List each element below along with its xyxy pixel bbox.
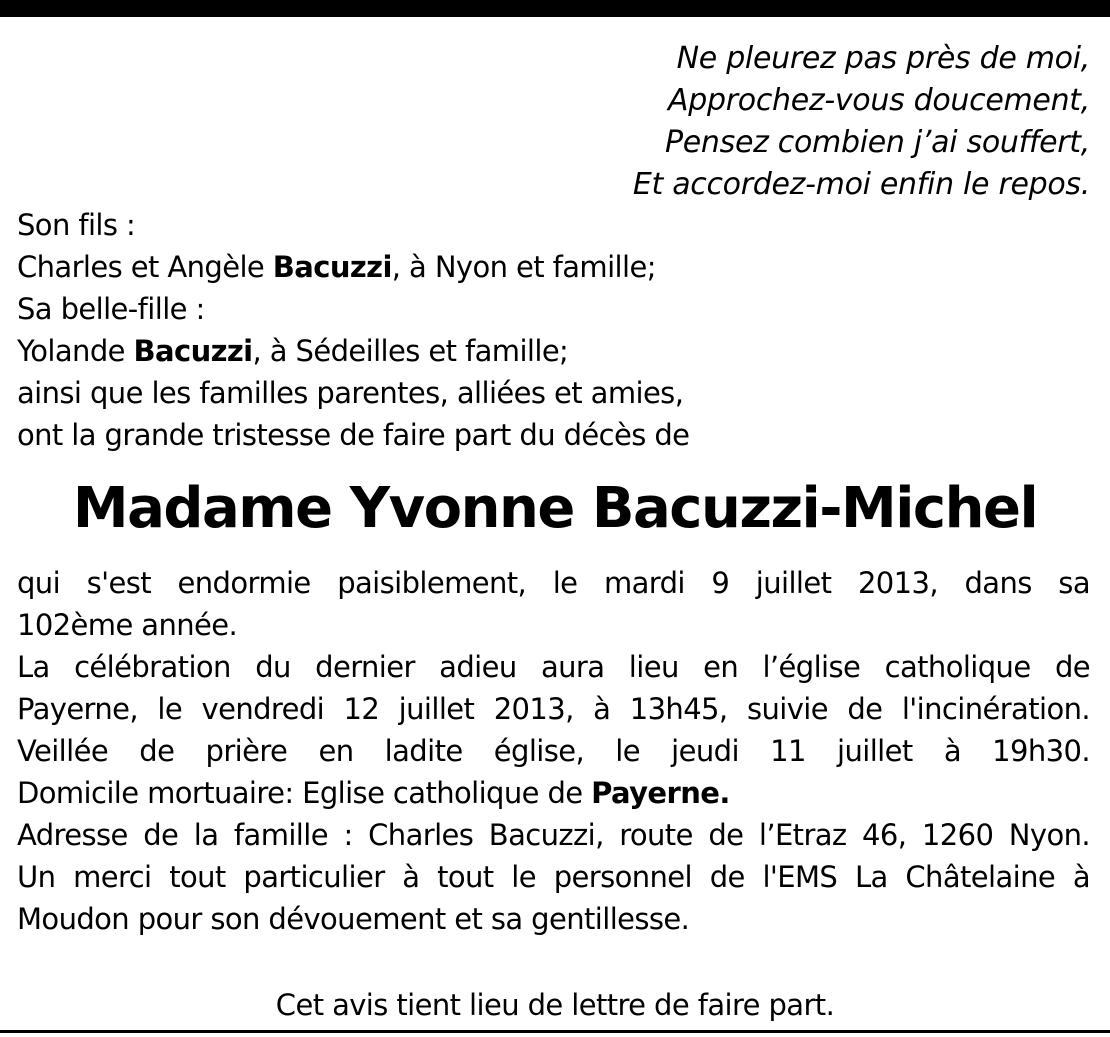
son-first-names: Charles et Angèle [17,250,265,284]
daughter-first-name: Yolande [17,334,125,368]
details-block [17,562,1090,940]
vigil-line: Veillée de prière en ladite église, le jeudi 11 juillet à 19h30. [17,734,1090,768]
poem-line: Ne pleurez pas près de moi, [676,41,1090,76]
family-list [17,204,1092,456]
footer-note: Cet avis tient lieu de lettre de faire part. [275,988,835,1022]
domicile-prefix: Domicile mortuaire: Eglise catholique de [17,776,592,810]
son-label: Son fils : [17,208,136,242]
daughter-in-law-label: Sa belle-fille : [17,292,205,326]
thanks-line-1: Un merci tout particulier à tout le personnel de l'EMS La Châtelaine à [17,860,1090,894]
daughter-location: , à Sédeilles et famille; [252,334,569,368]
son-location: , à Nyon et famille; [391,250,656,284]
deceased-name: Madame Yvonne Bacuzzi-Michel [72,476,1038,541]
ceremony-line-1: La célébration du dernier adieu aura lieu en l’église catholique de [17,650,1090,684]
domicile-place: Payerne. [591,776,730,810]
domicile-line [17,772,1090,814]
top-border [0,0,1110,17]
poem-line: Approchez-vous doucement, [668,83,1090,118]
poem-line: Pensez combien j’ai souffert, [664,125,1090,160]
relatives-line: ainsi que les familles parentes, alliées et amies, [17,376,684,410]
poem [633,38,1090,206]
daughter-surname: Bacuzzi [133,334,253,368]
son-surname: Bacuzzi [272,250,392,284]
death-line-1: qui s'est endormie paisiblement, le mardi 9 juillet 2013, dans sa [17,566,1090,600]
announcement-line: ont la grande tristesse de faire part du décès de [17,418,690,452]
bottom-border [0,1030,1110,1033]
daughter-in-law-entry [17,330,1092,372]
thanks-line-2: Moudon pour son dévouement et sa gentillesse. [17,902,690,936]
death-line-2: 102ème année. [17,608,238,642]
poem-line: Et accordez-moi enfin le repos. [632,167,1090,202]
address-line: Adresse de la famille : Charles Bacuzzi, route de l’Etraz 46, 1260 Nyon. [17,818,1090,852]
son-entry [17,246,1092,288]
ceremony-line-2: Payerne, le vendredi 12 juillet 2013, à 13h45, suivie de l'incinération. [17,692,1090,726]
